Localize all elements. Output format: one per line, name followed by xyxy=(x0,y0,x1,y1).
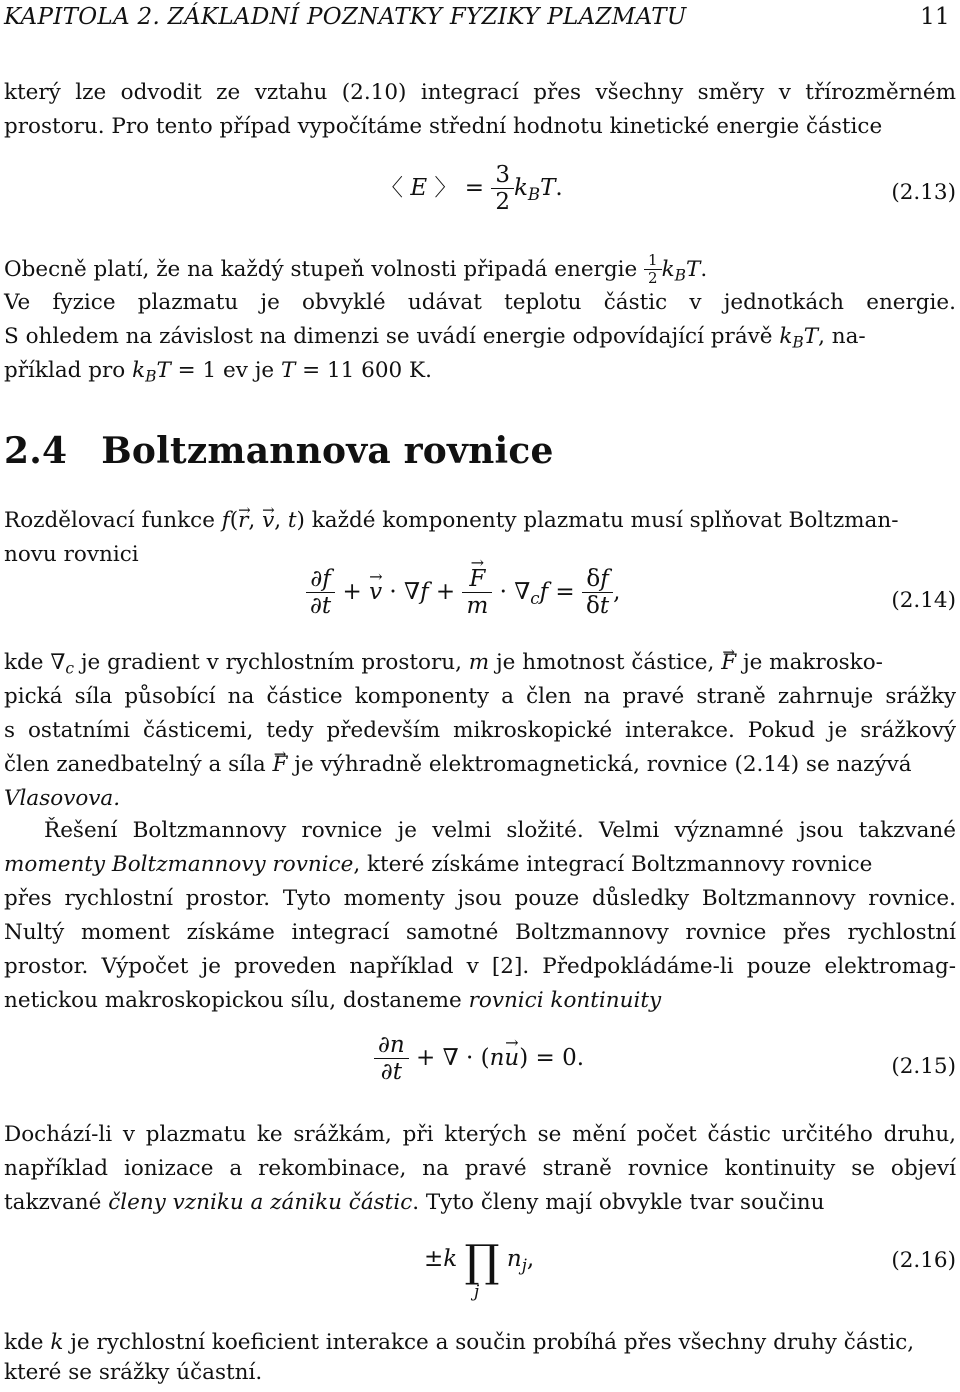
text-line: s ostatními částicemi, tedy především mikroskopické interakce. Pokud je srážkový xyxy=(4,718,956,743)
text-line: Dochází-li v plazmatu ke srážkám, při kterých se mění počet částic určitého druhu, xyxy=(4,1122,956,1147)
text-line: příklad pro $k_BT = 1$ ev je T = 11 600 K. xyxy=(4,358,432,386)
text-line: S ohledem na závislost na dimenzi se uvádí energie odpovídající právě $k_BT$, na- xyxy=(4,324,866,352)
text-line: Rozdělovací funkce f(→ r, → v, t) každé komponenty plazmatu musí splňovat Boltzman- xyxy=(4,504,956,538)
text-line: přes rychlostní prostor. Tyto momenty jsou pouze důsledky Boltzmannovy rovnice. xyxy=(4,886,956,911)
text-line: Nultý moment získáme integrací samotné Boltzmannovy rovnice přes rychlostní xyxy=(4,920,956,945)
equation-number: (2.16) xyxy=(891,1248,956,1273)
text-line: kde $\nabla_c$ je gradient v rychlostním prostoru, m je hmotnost částice, → F je makrosko- xyxy=(4,646,956,680)
text-line: který lze odvodit ze vztahu (2.10) integrací přes všechny směry v třírozměrném xyxy=(4,80,956,105)
product-index: j xyxy=(474,1282,480,1302)
equation-number: (2.14) xyxy=(891,588,956,613)
section-heading xyxy=(4,430,554,472)
equation-2-13: 〈 E 〉 = $\frac{3}{2}$ $k_BT$. xyxy=(380,162,563,216)
equation-2-15: $\frac{\partial n}{\partial t}$ + ∇ · (n→ u) = 0. xyxy=(374,1032,584,1086)
section-number: 2.4 xyxy=(4,430,68,472)
text-line: takzvané členy vzniku a zániku částic. Tyto členy mají obvykle tvar součinu xyxy=(4,1190,825,1215)
text-line: Obecně platí, že na každý stupeň volnosti připadá energie $\frac{1}{2}$ $k_BT$. xyxy=(4,251,708,288)
equation-2-16: ±k ∏ $n_j$, xyxy=(424,1236,535,1287)
text-line: člen zanedbatelný a síla → F je výhradně elektromagnetická, rovnice (2.14) se nazývá xyxy=(4,748,956,782)
text-line: které se srážky účastní. xyxy=(4,1360,263,1385)
text-line: pická síla působící na částice komponenty a člen na pravé straně zahrnuje srážky xyxy=(4,684,956,709)
text-line: Ve fyzice plazmatu je obvyklé udávat teplotu částic v jednotkách energie. xyxy=(4,290,956,315)
equation-number: (2.13) xyxy=(891,180,956,205)
chapter-title: KAPITOLA 2. ZÁKLADNÍ POZNATKY FYZIKY PLAZMATU xyxy=(4,4,687,30)
text-line: novu rovnici xyxy=(4,542,139,567)
running-header xyxy=(4,4,956,40)
text-line: momenty Boltzmannovy rovnice, které získáme integrací Boltzmannovy rovnice xyxy=(4,852,873,877)
text-line: prostoru. Pro tento případ vypočítáme střední hodnotu kinetické energie částice xyxy=(4,114,883,139)
text-line: prostor. Výpočet je proveden například v [2]. Předpokládáme-li pouze elektromag- xyxy=(4,954,956,979)
text-line: Vlasovova. xyxy=(4,786,121,811)
text-line: kde k je rychlostní koeficient interakce a součin probíhá přes všechny druhy částic, xyxy=(4,1330,915,1355)
equation-number: (2.15) xyxy=(891,1054,956,1079)
text-line: Řešení Boltzmannovy rovnice je velmi složité. Velmi významné jsou takzvané xyxy=(44,818,956,843)
page-number: 11 xyxy=(920,4,950,30)
equation-2-14: $\frac{\partial f}{\partial t}$ + → v · ∇f + → $\frac{F}{m}$ · $\nabla_cf$ = $\frac{\delta f}{\delta t}$ , xyxy=(306,566,620,620)
text-line: například ionizace a rekombinace, na pravé straně rovnice kontinuity se objeví xyxy=(4,1156,956,1181)
text-line: netickou makroskopickou sílu, dostaneme rovnici kontinuity xyxy=(4,988,662,1013)
section-title: Boltzmannova rovnice xyxy=(101,430,554,472)
